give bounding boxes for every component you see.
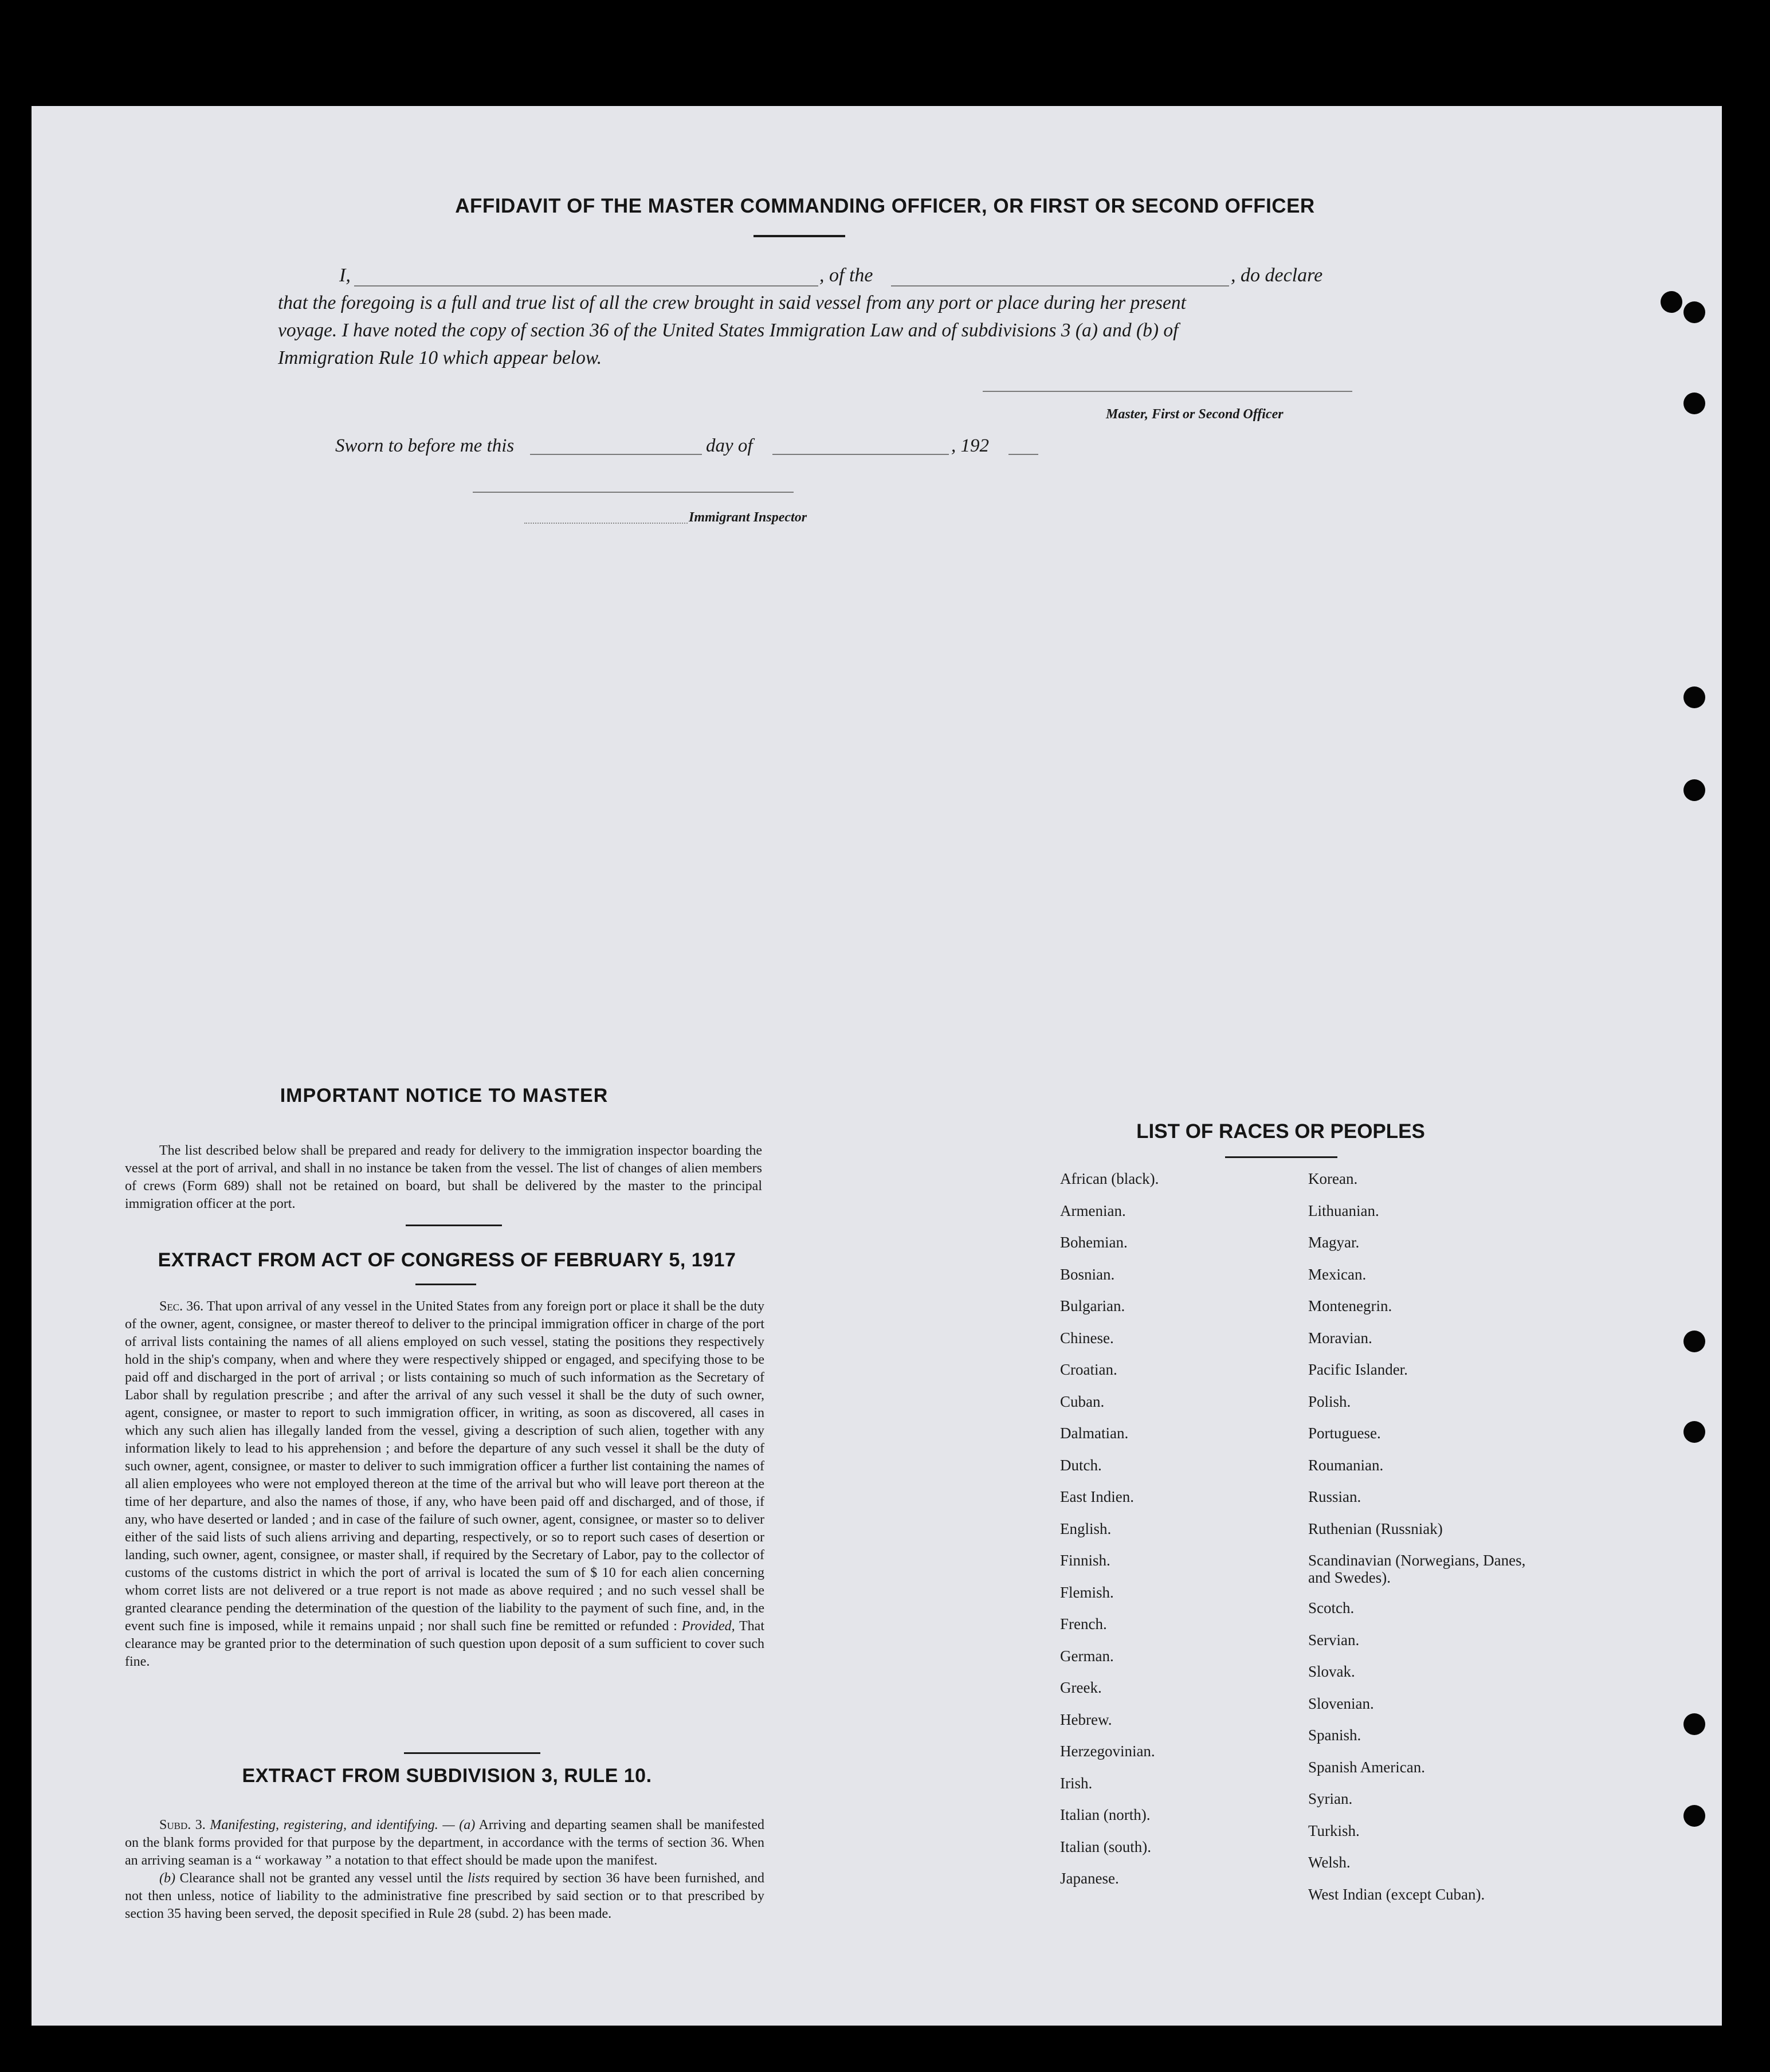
affidavit-line-2: that the foregoing is a full and true list of all the crew brought in said vessel from any port or place during her present: [278, 292, 1186, 313]
race-item: Slovak.: [1308, 1663, 1355, 1680]
act-body: That upon arrival of any vessel in the United States from any foreign port or place it shall be the duty of the owner, agent, consignee, or master thereof to deliver to the principal immigration officer in charge of the port of arrival lists containing the names of all aliens employed on such vessel, stating the positions they respectively hold in the ship's company, when and where they were respectively shipped or engaged, and specifying those to be paid off and discharged in the port of arrival ; or lists containing so much of such information as the Secretary of Labor shall by regulation prescribe ; and after the arrival of any such vessel it shall be the duty of such owner, agent, consignee, or master to report to such immigration officer, in writing, as soon as discovered, all cases in which any such alien has illegally landed from the vessel, giving a description of such alien, together with any information likely to lead to his apprehension ; and before the departure of any such vessel it shall be the duty of such owner, agent, consignee, or master to deliver to such immigration officer a further list containing the names of all alien employees who were not employed thereon at the time of the arrival but who will leave port thereon at the time of her departure, and also the names of those, if any, who have been paid off and discharged, and of those, if any, who have deserted or landed ; and in case of the failure of such owner, agent, consignee, or master so to deliver either of the said lists of such aliens arriving and departing, respectively, or so to report such cases of desertion or landing, such owner, agent, consignee, or master shall, if required by the Secretary of Labor, pay to the collector of customs of the customs district in which the port of arrival is located the sum of $ 10 for each alien concerning whom corret lists are not delivered or a true report is not made as above required ; and no such vessel shall be granted clearance pending the determination of the question of the liability to the payment of such fine, and, in the event such fine is imposed, while it remains unpaid ; nor shall such fine be remitted or refunded :: [125, 1299, 764, 1634]
race-item: Italian (south).: [1060, 1838, 1151, 1855]
race-item: Bosnian.: [1060, 1266, 1115, 1283]
race-item: Italian (north).: [1060, 1806, 1151, 1823]
race-item: Turkish.: [1308, 1822, 1360, 1839]
affidavit-i: I,: [339, 265, 351, 286]
race-item: African (black).: [1060, 1170, 1159, 1187]
race-item: Russian.: [1308, 1488, 1361, 1505]
form-sheet: [32, 106, 1722, 2026]
race-item: East Indien.: [1060, 1488, 1134, 1505]
signature-caption: Master, First or Second Officer: [1106, 407, 1284, 422]
act-text: [125, 1298, 764, 1671]
race-item: Roumanian.: [1308, 1457, 1384, 1474]
race-item: Korean.: [1308, 1170, 1358, 1187]
affidavit-title-rule: [753, 235, 845, 237]
rule-paragraph-a: [125, 1816, 764, 1870]
notice-rule: [406, 1225, 502, 1226]
rule-subd-label: Subd. 3.: [159, 1818, 206, 1832]
affidavit-of-the: , of the: [819, 265, 873, 286]
affidavit-do-declare: , do declare: [1231, 265, 1323, 286]
sworn-month-blank[interactable]: [772, 454, 949, 455]
day-of-text: day of: [706, 435, 753, 456]
race-item: Bulgarian.: [1060, 1297, 1125, 1314]
sworn-year-text: , 192: [951, 435, 989, 456]
race-item: Cuban.: [1060, 1393, 1105, 1410]
race-item: Herzegovinian.: [1060, 1743, 1155, 1760]
act-body-end: That clearance may be granted prior to the determination of such question upon deposit of a sum sufficient to cover such fine.: [125, 1619, 764, 1669]
race-item: Montenegrin.: [1308, 1297, 1392, 1314]
race-item: Chinese.: [1060, 1329, 1114, 1347]
race-item: Scandinavian (Norwegians, Danes, and Swedes).: [1308, 1552, 1526, 1586]
race-item: Irish.: [1060, 1775, 1093, 1792]
vessel-blank[interactable]: [891, 285, 1229, 287]
race-item: Flemish.: [1060, 1584, 1114, 1601]
race-item: Magyar.: [1308, 1234, 1360, 1251]
affidavit-line-4: Immigration Rule 10 which appear below.: [278, 347, 602, 368]
affidavit-line-3: voyage. I have noted the copy of section 36 of the United States Immigration Law and of subdivisions 3 (a) and (b) of: [278, 320, 1179, 341]
rule-text-a: Arriving and departing seamen shall be manifested on the blank forms provided for that purpose by the department, in accordance with the terms of section 36. When an arriving seaman is a “ workaway ” a notation to that effect should be made upon the manifest.: [125, 1818, 764, 1868]
race-item: Portuguese.: [1308, 1424, 1381, 1442]
race-item: French.: [1060, 1615, 1107, 1633]
race-item: German.: [1060, 1647, 1114, 1665]
notice-paragraph: The list described below shall be prepared and ready for delivery to the immigration inspector boarding the vessel at the port of arrival, and shall in no instance be taken from the vessel. The list of changes of alien members of crews (Form 689) shall not be retained on board, but shall be delivered by the master to the principal immigration officer at the port.: [125, 1143, 762, 1211]
race-item: Dalmatian.: [1060, 1424, 1129, 1442]
punch-hole: [1683, 1331, 1705, 1352]
act-title: EXTRACT FROM ACT OF CONGRESS OF FEBRUARY 5, 1917: [158, 1249, 736, 1271]
sworn-text: Sworn to before me this: [335, 435, 515, 456]
punch-hole: [1683, 1805, 1705, 1827]
race-item: English.: [1060, 1520, 1112, 1537]
punch-hole: [1661, 291, 1682, 313]
race-item: Spanish.: [1308, 1726, 1361, 1744]
race-item: Japanese.: [1060, 1870, 1119, 1887]
race-item: Bohemian.: [1060, 1234, 1128, 1251]
rule-text-b1: Clearance shall not be granted any vessel until the: [179, 1871, 464, 1886]
signature-blank[interactable]: [983, 391, 1352, 392]
race-item: Spanish American.: [1308, 1759, 1425, 1776]
act-rule: [415, 1284, 476, 1285]
race-item: Finnish.: [1060, 1552, 1110, 1569]
rule-text-b2: required by section 36 have been furnished, and not then unless, notice of liability to the administrative fine prescribed by said section or to that prescribed by section 35 having been served, the deposit specified in Rule 28 (subd. 2) has been made.: [125, 1871, 765, 1921]
rule-text: [125, 1816, 764, 1923]
punch-hole: [1683, 301, 1705, 323]
punch-hole: [1683, 393, 1705, 414]
race-item: Scotch.: [1308, 1599, 1355, 1616]
race-item: Ruthenian (Russniak): [1308, 1520, 1443, 1537]
race-item: Armenian.: [1060, 1202, 1126, 1219]
race-item: Moravian.: [1308, 1329, 1372, 1347]
race-item: Pacific Islander.: [1308, 1361, 1408, 1378]
sworn-year-blank[interactable]: [1008, 454, 1038, 455]
inspector-caption: Immigrant Inspector: [689, 510, 807, 525]
punch-hole: [1683, 1713, 1705, 1735]
affidavit-title: AFFIDAVIT OF THE MASTER COMMANDING OFFICER, OR FIRST OR SECOND OFFICER: [455, 195, 1315, 217]
rule-section-rule: [404, 1752, 540, 1754]
race-item: Greek.: [1060, 1679, 1102, 1696]
race-item: Servian.: [1308, 1631, 1360, 1649]
races-title: LIST OF RACES OR PEOPLES: [1136, 1120, 1425, 1143]
inspector-caption-leader: [524, 523, 688, 524]
rule-lists-word: lists: [468, 1871, 490, 1886]
rule-title: EXTRACT FROM SUBDIVISION 3, RULE 10.: [242, 1765, 652, 1787]
race-item: Syrian.: [1308, 1790, 1353, 1807]
name-blank[interactable]: [354, 285, 818, 287]
rule-paragraph-b: [125, 1870, 764, 1923]
notice-title: IMPORTANT NOTICE TO MASTER: [280, 1085, 609, 1106]
rule-b-label: (b): [159, 1871, 175, 1886]
race-item: Lithuanian.: [1308, 1202, 1379, 1219]
rule-subd-heading: Manifesting, registering, and identifying. — (a): [210, 1818, 476, 1832]
race-item: Polish.: [1308, 1393, 1351, 1410]
race-item: Slovenian.: [1308, 1695, 1374, 1712]
notice-text: [125, 1142, 762, 1213]
race-item: West Indian (except Cuban).: [1308, 1886, 1485, 1903]
race-item: Croatian.: [1060, 1361, 1117, 1378]
sworn-day-blank[interactable]: [530, 454, 702, 455]
punch-hole: [1683, 1421, 1705, 1443]
inspector-signature-blank[interactable]: [473, 492, 794, 493]
act-sec-label: Sec. 36.: [159, 1299, 204, 1314]
punch-hole: [1683, 686, 1705, 708]
act-provided: Provided,: [681, 1619, 735, 1634]
punch-hole: [1683, 779, 1705, 801]
race-item: Dutch.: [1060, 1457, 1102, 1474]
races-rule: [1225, 1156, 1337, 1158]
race-item: Welsh.: [1308, 1854, 1351, 1871]
race-item: Mexican.: [1308, 1266, 1367, 1283]
race-item: Hebrew.: [1060, 1711, 1112, 1728]
act-paragraph: [125, 1298, 764, 1671]
